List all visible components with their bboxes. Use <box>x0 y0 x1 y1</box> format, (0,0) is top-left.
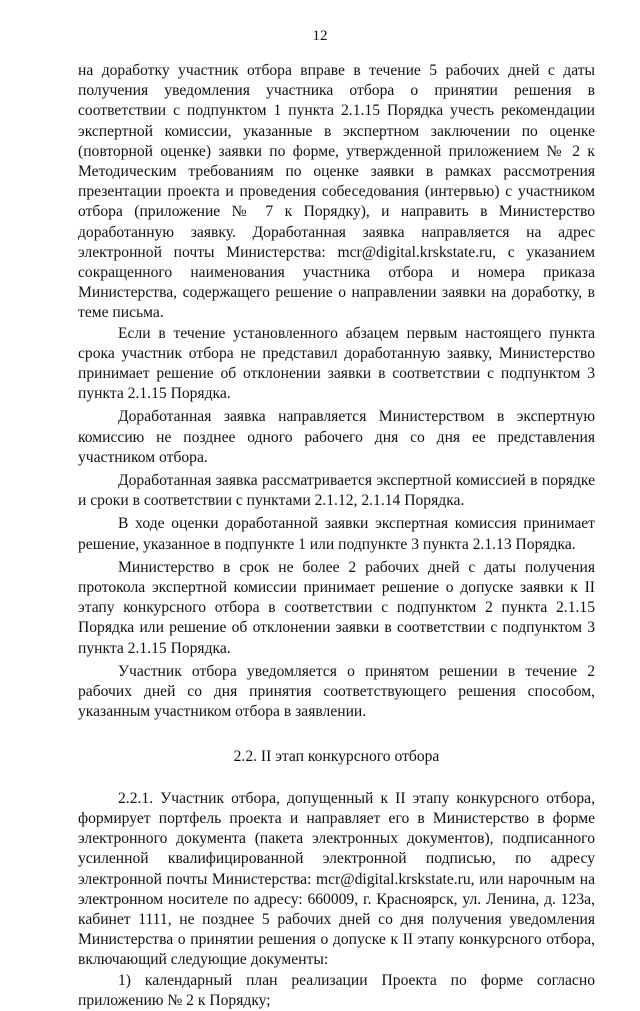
section-heading: 2.2. II этап конкурсного отбора <box>233 747 440 765</box>
paragraph: В ходе оценки доработанной заявки экспертная комиссия принимает решение, указанное в подпункте 1 или подпункте 3 пункта 2.1.13 Порядка. <box>78 515 595 553</box>
paragraph: Доработанная заявка направляется Министерством в экспертную комиссию не позднее одного рабочего дня со дня ее представления участником отбора. <box>78 408 595 466</box>
paragraph: Министерство в срок не более 2 рабочих дней с даты получения протокола экспертной комиссии принимает решение о допуске заявки к II этапу конкурсного отбора в соответствии с подпунктом 2 пункта 2.1.15 Порядка или решение об отклонении заявки в соответствии с подпунктом 3 пункта 2.1.15 Порядка. <box>78 558 595 657</box>
paragraph: 2.2.1. Участник отбора, допущенный к II этапу конкурсного отбора, формирует портфель проекта и направляет его в Министерство в форме электронного документа (пакета электронных документов), подписанного усиленной квалифицированной электронной подписью, по адресу электронной почты Министерства: mcr@digital.krskstate.ru, или нарочным на электронном носителе по адресу: 660009, г. Красноярск, ул. Ленина, д. 123а, кабинет 1111, не позднее 5 рабочих дней со дня получения уведомления Министерства о принятии решения о допуске к II этапу конкурсного отбора, включающий следующие документы: <box>78 789 595 969</box>
paragraph: Если в течение установленного абзацем первым настоящего пункта срока участник отбора не представил доработанную заявку, Министерство принимает решение об отклонении заявки в соответствии с подпунктом 3 пункта 2.1.15 Порядка. <box>78 324 595 403</box>
page-number: 12 <box>312 28 328 44</box>
paragraph-continuation: на доработку участник отбора вправе в течение 5 рабочих дней с даты получения уведомления участника отбора о принятии решения в соответствии с подпунктом 1 пункта 2.1.15 Порядка учесть рекомендации экспертной комиссии, указанные в экспертном заключении по оценке (повторной оценке) заявки по форме, утвержденной приложением № 2 к Методическим требованиям по оценке заявки в рамках рассмотрения презентации проекта и проведения собеседования (интервью) с участником отбора (приложение № 7 к Порядку), и направить в Министерство доработанную заявку. Доработанная заявка направляется на адрес электронной почты Министерства: mcr@digital.krskstate.ru, с указанием сокращенного наименования участника отбора и номера приказа Министерства, содержащего решение о направлении заявки на доработку, в теме письма. <box>78 62 595 322</box>
paragraph: Доработанная заявка рассматривается экспертной комиссией в порядке и сроки в соответствии с пунктами 2.1.12, 2.1.14 Порядка. <box>78 472 595 510</box>
paragraph: Участник отбора уведомляется о принятом решении в течение 2 рабочих дней со дня принятия соответствующего решения способом, указанным участником отбора в заявлении. <box>78 662 595 721</box>
document-body <box>78 61 595 1011</box>
list-item: 1) календарный план реализации Проекта по форме согласно приложению № 2 к Порядку; <box>78 971 595 1009</box>
